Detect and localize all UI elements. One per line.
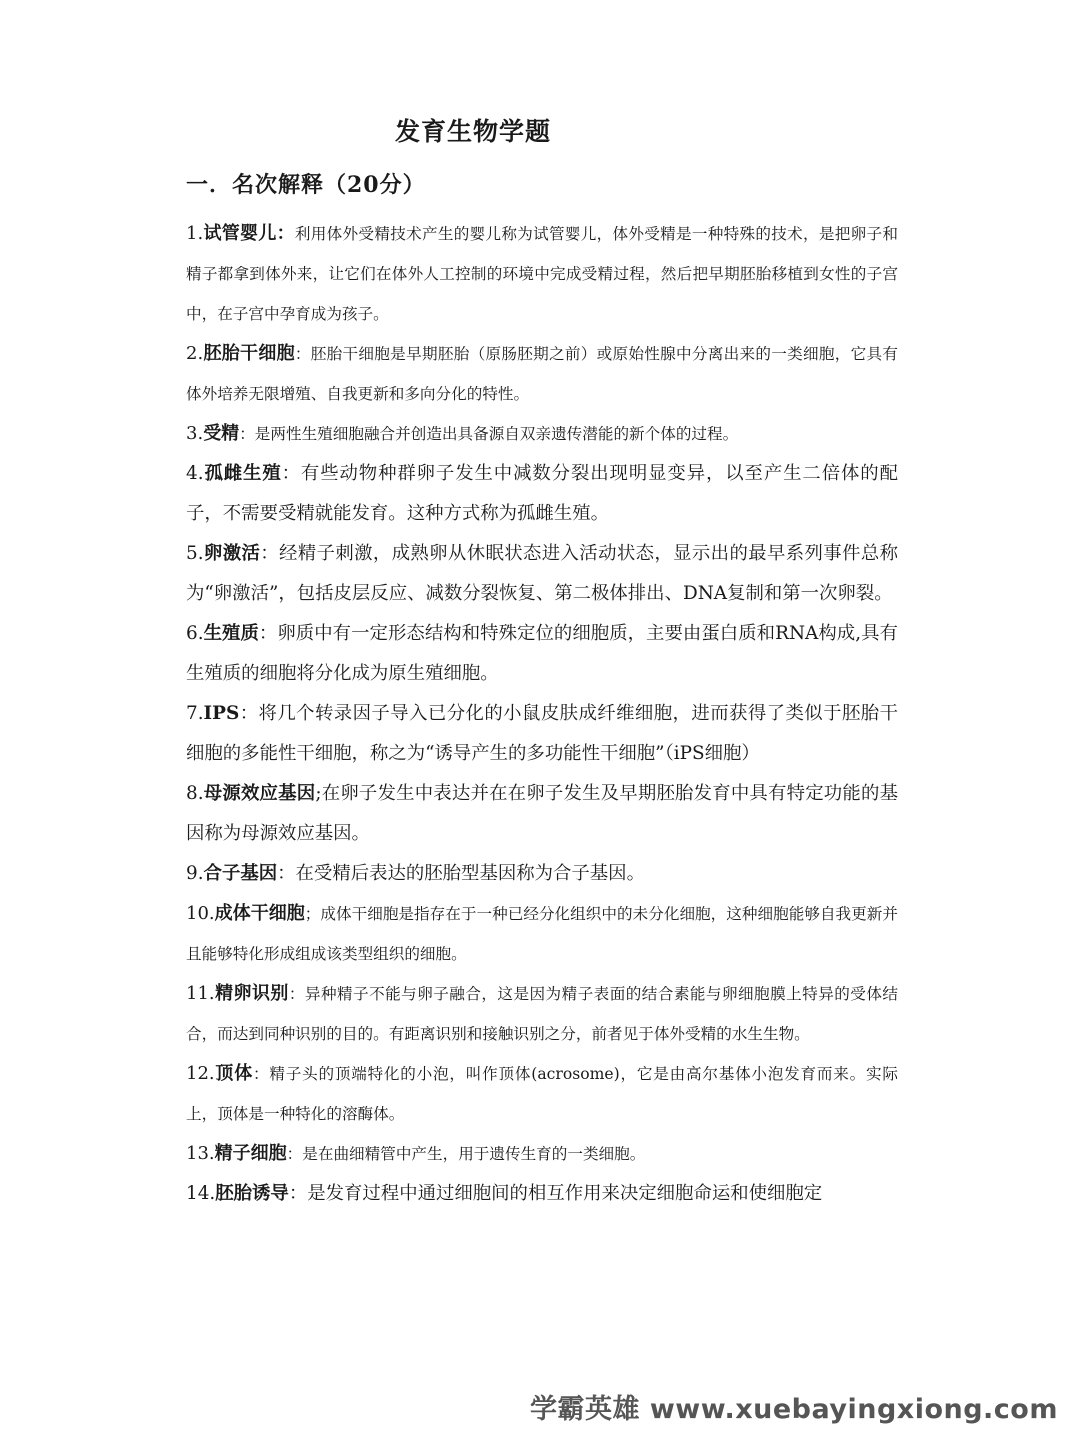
entry-text: 是发育过程中通过细胞间的相互作用来决定细胞命运和使细胞定 bbox=[307, 1183, 823, 1204]
entry-number: 1. bbox=[186, 223, 204, 244]
entry-term: 精卵识别 bbox=[214, 983, 289, 1004]
entry-number: 6. bbox=[186, 623, 204, 644]
entry-separator: ： bbox=[288, 985, 305, 1003]
definition-list bbox=[186, 214, 898, 1214]
definition-entry bbox=[186, 694, 898, 774]
entry-number: 3. bbox=[186, 423, 204, 444]
entry-number: 14. bbox=[186, 1183, 216, 1204]
entry-separator: ： bbox=[277, 863, 296, 884]
entry-number: 9. bbox=[186, 863, 204, 884]
definition-entry bbox=[186, 774, 898, 854]
entry-term: 成体干细胞 bbox=[214, 903, 305, 924]
entry-number: 8. bbox=[186, 783, 204, 804]
definition-entry bbox=[186, 534, 898, 614]
entry-separator: ： bbox=[281, 463, 301, 484]
footer-watermark: 学霸英雄 www.xuebayingxiong.com bbox=[529, 1394, 1058, 1425]
entry-separator: ： bbox=[258, 623, 278, 644]
entry-term: IPS bbox=[203, 703, 240, 724]
entry-separator: ： bbox=[276, 223, 295, 244]
entry-separator: ： bbox=[288, 1183, 308, 1204]
entry-term: 合子基因 bbox=[203, 863, 278, 884]
entry-text: 有些动物种群卵子发生中减数分裂出现明显变异，以至产生二倍体的配子，不需要受精就能发育。这种方式称为孤雌生殖。 bbox=[186, 463, 898, 524]
entry-term: 胚胎干细胞 bbox=[203, 343, 295, 364]
entry-separator: ; bbox=[315, 783, 322, 804]
entry-separator: ： bbox=[239, 425, 255, 443]
entry-term: 顶体 bbox=[214, 1063, 253, 1084]
entry-term: 试管婴儿 bbox=[203, 223, 277, 244]
entry-text: 是两性生殖细胞融合并创造出具备源自双亲遗传潜能的新个体的过程。 bbox=[254, 425, 739, 443]
entry-text: 异种精子不能与卵子融合，这是因为精子表面的结合素能与卵细胞膜上特异的受体结合，而达到同种识别的目的。有距离识别和接触识别之分，前者见于体外受精的水生生物。 bbox=[186, 985, 898, 1043]
page-title: 发育生物学题 bbox=[394, 117, 551, 146]
entry-number: 13. bbox=[186, 1143, 215, 1164]
entry-text: 是在曲细精管中产生，用于遗传生育的一类细胞。 bbox=[302, 1145, 646, 1163]
entry-number: 5. bbox=[186, 543, 204, 564]
entry-term: 母源效应基因 bbox=[203, 783, 316, 804]
entry-term: 胚胎诱导 bbox=[215, 1183, 289, 1204]
entry-text: 成体干细胞是指存在于一种已经分化组织中的未分化细胞，这种细胞能够自我更新并且能够特化形成组成该类型组织的细胞。 bbox=[186, 905, 898, 963]
entry-separator: ： bbox=[294, 345, 311, 363]
entry-text: 在卵子发生中表达并在在卵子发生及早期胚胎发育中具有特定功能的基因称为母源效应基因。 bbox=[186, 783, 898, 844]
entry-number: 4. bbox=[186, 463, 204, 484]
entry-text: 在受精后表达的胚胎型基因称为合子基因。 bbox=[295, 863, 645, 884]
entry-text: 利用体外受精技术产生的婴儿称为试管婴儿，体外受精是一种特殊的技术，是把卵子和精子都拿到体外来，让它们在体外人工控制的环境中完成受精过程，然后把早期胚胎移植到女性的子宫中，在子宫中孕育成为孩子。 bbox=[186, 225, 899, 323]
definition-entry bbox=[186, 214, 898, 334]
entry-number: 7. bbox=[186, 703, 204, 724]
entry-separator: ： bbox=[260, 543, 280, 564]
entry-text: 经精子刺激，成熟卵从休眠状态进入活动状态，显示出的最早系列事件总称为“卵激活”，包括皮层反应、减数分裂恢复、第二极体排出、DNA复制和第一次卵裂。 bbox=[186, 543, 898, 604]
entry-number: 10. bbox=[186, 903, 215, 924]
definition-entry bbox=[186, 454, 898, 534]
definition-entry bbox=[186, 894, 898, 974]
definition-entry bbox=[186, 974, 898, 1054]
entry-number: 2. bbox=[186, 343, 204, 364]
entry-term: 受精 bbox=[203, 423, 240, 444]
definition-entry bbox=[186, 614, 898, 694]
entry-text: 卵质中有一定形态结构和特殊定位的细胞质，主要由蛋白质和RNA构成,具有生殖质的细胞将分化成为原生殖细胞。 bbox=[186, 623, 898, 684]
definition-entry bbox=[186, 1134, 898, 1174]
entry-term: 精子细胞 bbox=[214, 1143, 287, 1164]
definition-entry bbox=[186, 1054, 898, 1134]
definition-entry bbox=[186, 414, 898, 454]
definition-entry bbox=[186, 1174, 898, 1214]
entry-separator: ： bbox=[286, 1145, 303, 1163]
entry-number: 12. bbox=[186, 1063, 215, 1084]
entry-number: 11. bbox=[186, 983, 215, 1004]
entry-separator: ： bbox=[239, 703, 259, 724]
entry-text: 精子头的顶端特化的小泡，叫作顶体(acrosome)，它是由高尔基体小泡发育而来。实际上，顶体是一种特化的溶酶体。 bbox=[186, 1065, 898, 1123]
entry-text: 将几个转录因子导入已分化的小鼠皮肤成纤维细胞，进而获得了类似于胚胎干细胞的多能性干细胞，称之为“诱导产生的多功能性干细胞”（iPS细胞） bbox=[186, 703, 898, 764]
entry-term: 卵激活 bbox=[203, 543, 261, 564]
entry-term: 生殖质 bbox=[203, 623, 259, 644]
entry-separator: ： bbox=[252, 1065, 270, 1083]
entry-term: 孤雌生殖 bbox=[203, 463, 282, 484]
entry-text: 胚胎干细胞是早期胚胎（原肠胚期之前）或原始性腺中分离出来的一类细胞，它具有体外培养无限增殖、自我更新和多向分化的特性。 bbox=[186, 345, 898, 403]
entry-separator: ； bbox=[304, 905, 321, 923]
definition-entry bbox=[186, 334, 898, 414]
section-heading: 一．名次解释（20分） bbox=[186, 172, 426, 198]
definition-entry bbox=[186, 854, 898, 894]
